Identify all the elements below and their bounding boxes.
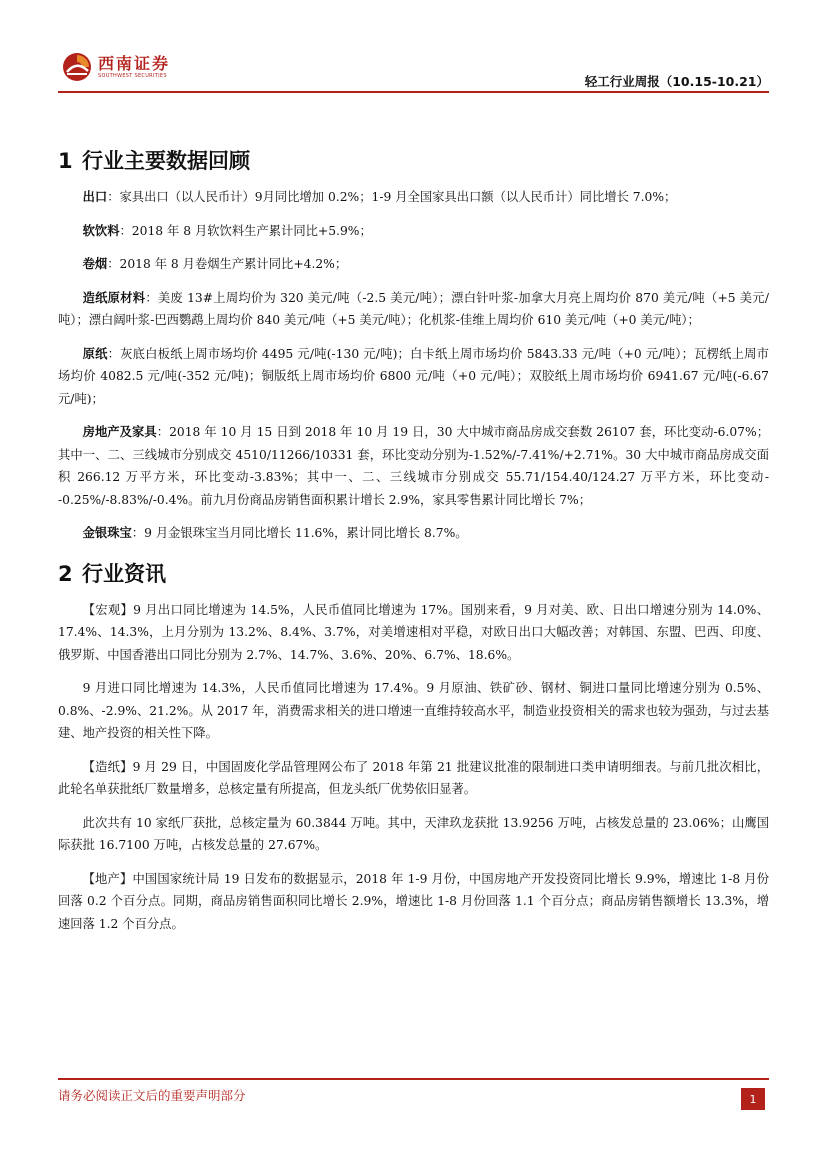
paragraph-text: ：9 月金银珠宝当月同比增长 11.6%，累计同比增长 8.7%。	[131, 526, 468, 540]
news-paragraph-real-estate: 【地产】中国国家统计局 19 日发布的数据显示，2018 年 1-9 月份，中国房地产开发投资同比增长 9.9%，增速比 1-8 月份回落 0.2 个百分点。同期，商品房销售面积同比增长 2.9%，增速比 1-8 月份回落 1.1 个百分点；商品房销售额增长 13.3%，增速回落 1.2 个百分点。	[58, 871, 769, 931]
logo-text-cn: 西南证券	[98, 53, 171, 73]
report-title: 轻工行业周报（10.15-10.21）	[584, 74, 769, 89]
header-divider	[58, 91, 769, 93]
data-paragraph-cigarettes	[58, 253, 769, 276]
section-number: 2	[58, 561, 73, 586]
paragraph-lead: 造纸原材料	[82, 290, 146, 305]
paragraph-text: ：美废 13#上周均价为 320 美元/吨（-2.5 美元/吨）；漂白针叶浆-加拿大月亮上周均价 870 美元/吨（+5 美元/吨）；漂白阔叶浆-巴西鹦鹉上周均价 840 美元/吨（+5 美元/吨）；化机浆-佳维上周均价 610 美元/吨（+0 美元/吨）；	[58, 290, 769, 327]
paragraph-lead: 金银珠宝	[82, 526, 132, 540]
page-header	[0, 0, 827, 100]
section-title: 行业资讯	[82, 561, 166, 586]
data-paragraph-pulp	[58, 287, 769, 332]
section-title: 行业主要数据回顾	[82, 149, 250, 173]
paragraph-lead: 软饮料	[82, 223, 120, 238]
paragraph-lead: 房地产及家具	[82, 425, 157, 439]
main-content	[58, 146, 769, 946]
paragraph-text: ：灰底白板纸上周市场均价 4495 元/吨(-130 元/吨)；白卡纸上周市场均价 5843.33 元/吨（+0 元/吨）；瓦楞纸上周市场均价 4082.5 元/吨(-352 元/吨)；铜版纸上周市场均价 6800 元/吨（+0 元/吨）；双胶纸上周市场均价 6941.67 元/吨(-6.67 元/吨)；	[58, 346, 769, 406]
paragraph-text: ：2018 年 8 月卷烟生产累计同比+4.2%；	[107, 257, 348, 271]
data-paragraph-soft-drinks	[58, 220, 769, 243]
paragraph-text: ：家具出口（以人民币计）9月同比增加 0.2%；1-9 月全国家具出口额（以人民币计）同比增长 7.0%；	[107, 190, 677, 204]
data-paragraph-jewelry	[58, 522, 769, 545]
section-number: 1	[58, 149, 73, 173]
logo-emblem-icon	[62, 52, 92, 82]
section-1-heading	[58, 146, 769, 176]
news-paragraph-macro: 【宏观】9 月出口同比增速为 14.5%，人民币值同比增速为 17%。国别来看，9 月对美、欧、日出口增速分别为 14.0%、17.4%、14.3%，上月分别为 13.2%、8.4%、3.7%，对美增速相对平稳，对欧日出口大幅改善；对韩国、东盟、巴西、印度、俄罗斯、中国香港出口同比分别为 2.7%、14.7%、3.6%、20%、6.7%、18.6%。	[58, 602, 769, 662]
footer-divider	[58, 1078, 769, 1080]
news-paragraph-paper: 【造纸】9 月 29 日，中国固废化学品管理网公布了 2018 年第 21 批建议批准的限制进口类申请明细表。与前几批次相比，此轮名单获批纸厂数量增多，总核定量有所提高，但龙头纸厂优势依旧显著。	[58, 759, 769, 796]
paragraph-lead: 出口	[82, 190, 108, 204]
paragraph-text: ：2018 年 8 月软饮料生产累计同比+5.9%；	[119, 223, 372, 238]
section-2-heading	[58, 559, 769, 589]
company-logo	[62, 52, 170, 82]
footer-disclaimer: 请务必阅读正文后的重要声明部分	[58, 1088, 246, 1103]
news-paragraph-paper-approvals: 此次共有 10 家纸厂获批，总核定量为 60.3844 万吨。其中，天津玖龙获批 13.9256 万吨，占核发总量的 23.06%；山鹰国际获批 16.7100 万吨，占核发总量的 27.67%。	[58, 815, 769, 852]
news-paragraph-imports: 9 月进口同比增速为 14.3%，人民币值同比增速为 17.4%。9 月原油、铁矿砂、钢材、铜进口量同比增速分别为 0.5%、0.8%、-2.9%、21.2%。从 2017 年，消费需求相关的进口增速一直维持较高水平，制造业投资相关的需求也较为强劲，与过去基建、地产投资的相关性下降。	[58, 681, 769, 740]
data-paragraph-paper	[58, 343, 769, 411]
paragraph-lead: 卷烟	[82, 257, 108, 271]
data-paragraph-real-estate	[58, 421, 769, 511]
paragraph-lead: 原纸	[82, 346, 108, 361]
data-paragraph-export	[58, 186, 769, 209]
page-number: 1	[741, 1088, 765, 1110]
paragraph-text: ：2018 年 10 月 15 日到 2018 年 10 月 19 日，30 大中城市商品房成交套数 26107 套，环比变动-6.07%；其中一、二、三线城市分别成交 4510/11266/10331 套，环比变动分别为-1.52%/-7.41%/+2.71%。30 大中城市商品房成交面积 266.12 万平方米，环比变动-3.83%；其中一、二、三线城市分别成交 55.71/154.40/124.27 万平方米，环比变动--0.25%/-8.83%/-0.4%。前九月份商品房销售面积累计增长 2.9%，家具零售累计同比增长 7%；	[58, 425, 769, 507]
logo-text-en: SOUTHWEST SECURITIES	[98, 72, 167, 79]
